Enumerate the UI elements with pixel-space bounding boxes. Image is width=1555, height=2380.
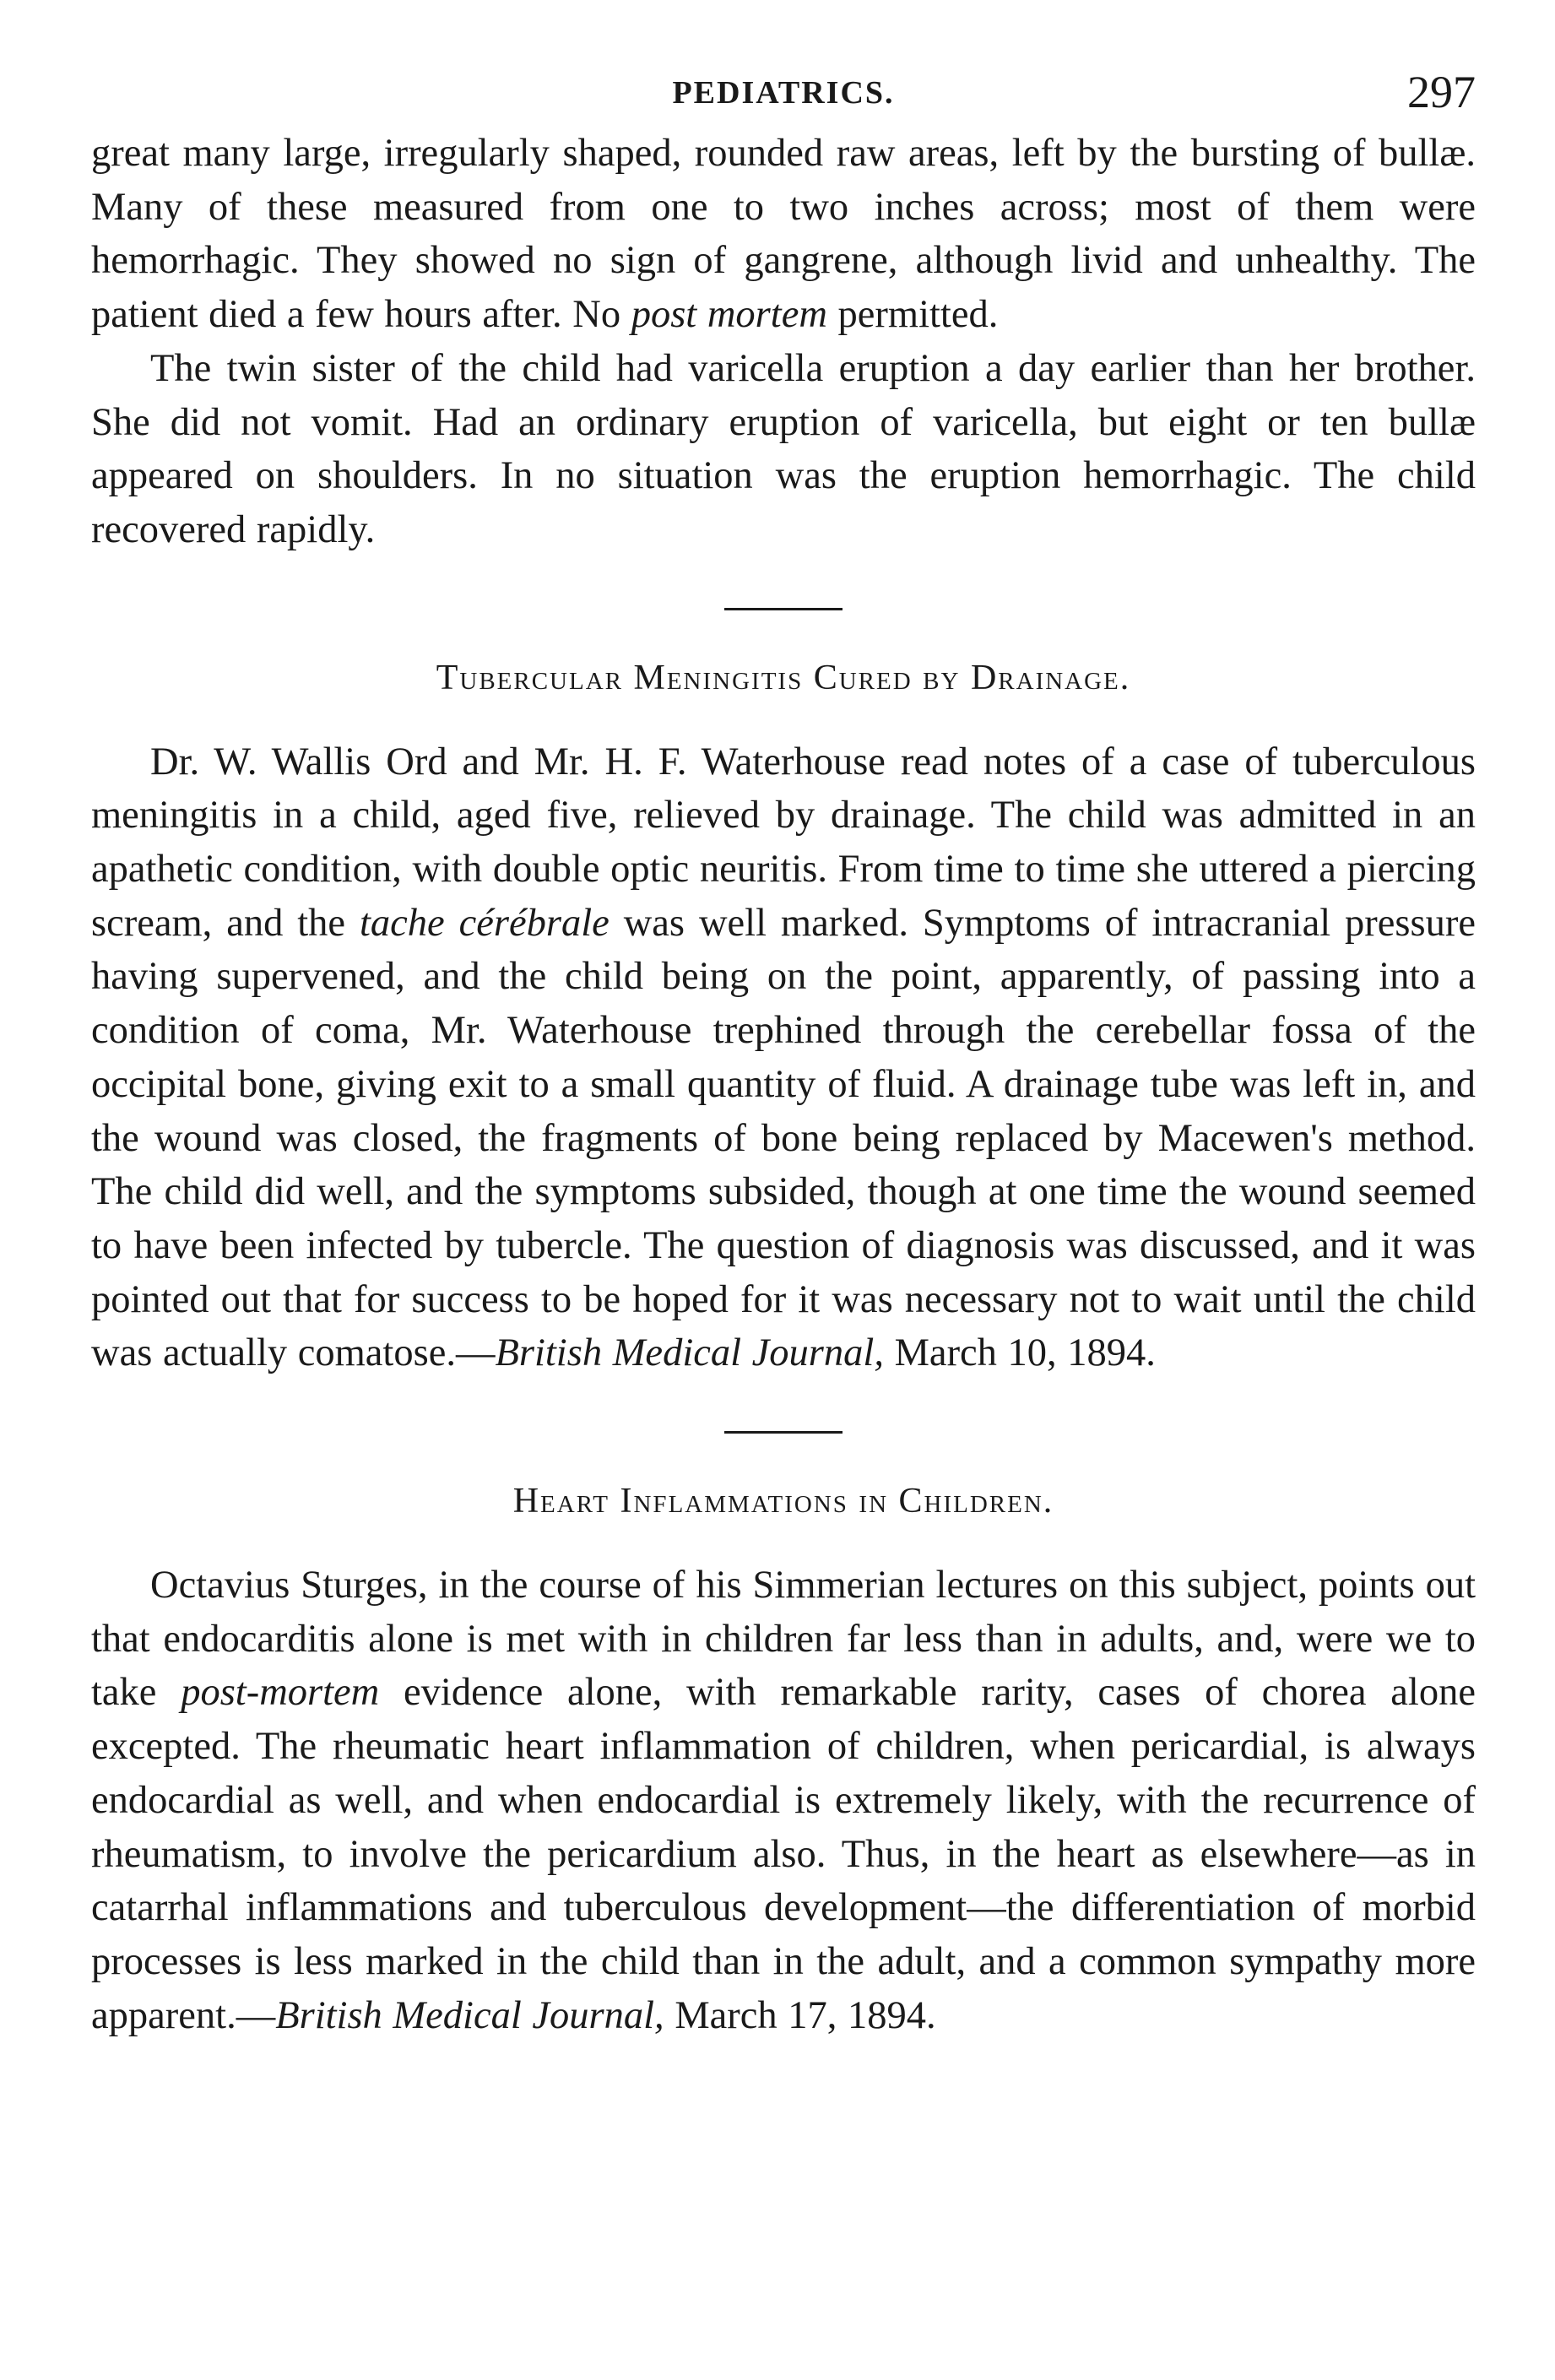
section-title-tubercular-meningitis: Tubercular Meningitis Cured by Drainage. <box>436 658 1131 697</box>
citation-journal: British Medical Journal, <box>275 1993 664 2037</box>
page-header <box>91 51 1476 127</box>
paragraph-tubercular-meningitis: Dr. W. Wallis Ord and Mr. H. F. Waterhouse read notes of a case of tuberculous meningitis in a child, aged five, relieved by drainage. The child was admitted in an apathetic condition, with double optic neuritis. From time to time she uttered a piercing scream, and the tache cérébrale was well marked. Symptoms of intracranial pressure having supervened, and the child being on the point, apparently, of passing into a condition of coma, Mr. Waterhouse trephined through the cerebellar fossa of the occipital bone, giving exit to a small quantity of fluid. A drainage tube was left in, and the wound was closed, the fragments of bone being replaced by Macewen's method. The child did well, and the symptoms subsided, though at one time the wound seemed to have been infected by tubercle. The question of diagnosis was discussed, and it was pointed out that for success to be hoped for it was necessary not to wait until the child was actually comatose.—British Medical Journal, March 10, 1894. <box>91 740 1476 1375</box>
citation-journal: British Medical Journal, <box>495 1331 884 1375</box>
paragraph-bullae-continuation: great many large, irregularly shaped, rounded raw areas, left by the bursting of bullæ. Many of these measured from one to two inches across; most of them were hemorrhagic. They showed no sign of gangrene, although livid and unhealthy. The patient died a few hours after. No post mortem permitted. <box>91 132 1476 337</box>
italic-phrase: tache cérébrale <box>360 901 610 945</box>
running-head: PEDIATRICS. <box>672 75 895 111</box>
paragraph-heart-inflammations: Octavius Sturges, in the course of his Simmerian lectures on this subject, points out that endocarditis alone is met with in children far less than in adults, and, were we to take post-mortem evidence alone, with remarkable rarity, cases of chorea alone excepted. The rheumatic heart inflammation of children, when pericardial, is always endocardial as well, and when endocardial is extremely likely, with the recurrence of rheumatism, to involve the pericardium also. Thus, in the heart as elsewhere—as in catarrhal inflammations and tuberculous development—the differentiation of morbid processes is less marked in the child than in the adult, and a common sympathy more apparent.—British Medical Journal, March 17, 1894. <box>91 1564 1476 2037</box>
section-title-heart-inflammations: Heart Inflammations in Children. <box>512 1482 1054 1521</box>
paragraph-twin-sister: The twin sister of the child had varicella eruption a day earlier than her brother. She did not vomit. Had an ordinary eruption of varicella, but eight or ten bullæ appeared on shoulders. In no situation was the eruption hemorrhagic. The child recovered rapidly. <box>91 346 1476 551</box>
italic-phrase: post mortem <box>631 293 827 337</box>
page <box>91 51 1476 2042</box>
page-number: 297 <box>1407 67 1476 117</box>
italic-phrase: post-mortem <box>181 1671 380 1715</box>
